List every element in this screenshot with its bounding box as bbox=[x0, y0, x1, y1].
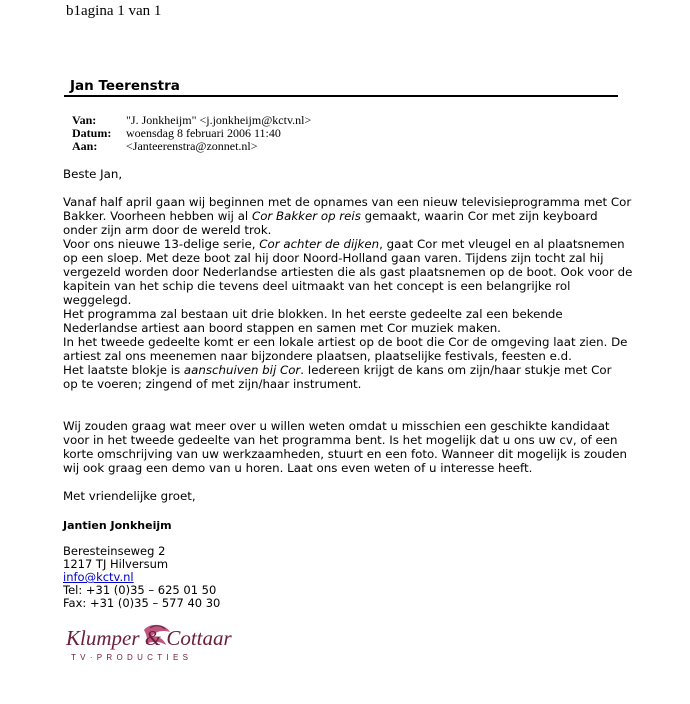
body-line: wij ook graag een demo van u horen. Laat ons even weten of u interesse heeft. bbox=[63, 461, 533, 475]
body-line: In het tweede gedeelte komt er een lokale artiest op de boot die Cor de omgeving laat zien. De bbox=[63, 335, 628, 349]
closing: Met vriendelijke groet, bbox=[63, 489, 196, 503]
body-line: Het programma zal bestaan uit drie blokken. In het eerste gedeelte zal een bekende bbox=[63, 307, 563, 321]
body-line: Wij zouden graag wat meer over u willen weten omdat u misschien een geschikte kandidaat bbox=[63, 419, 610, 433]
body-line: kapitein van het schip die tevens deel uitmaakt van het concept is een belangrijke rol bbox=[63, 279, 571, 293]
meta-to-value: <Janteerenstra@zonnet.nl> bbox=[126, 139, 258, 153]
body-text-segment: Bakker. Voorheen hebben wij al bbox=[63, 209, 252, 223]
body-line: weggelegd. bbox=[63, 293, 132, 307]
logo-wordmark: Klumper & Cottaar bbox=[66, 626, 232, 650]
body-line: voor in het tweede gedeelte van het programma bent. Is het mogelijk dat u ons uw cv, of een bbox=[63, 433, 618, 447]
fax-number: Fax: +31 (0)35 – 577 40 30 bbox=[63, 596, 221, 610]
email-link[interactable]: info@kctv.nl bbox=[63, 570, 134, 584]
meta-to-label: Aan: bbox=[72, 139, 98, 153]
signature-name: Jantien Jonkheijm bbox=[63, 519, 172, 532]
email-meta bbox=[72, 114, 311, 153]
body-paragraph bbox=[63, 195, 673, 391]
address-line-1: Beresteinseweg 2 bbox=[63, 544, 166, 558]
meta-date-value: woensdag 8 februari 2006 11:40 bbox=[126, 126, 281, 140]
program-title: Cor achter de dijken bbox=[259, 237, 380, 251]
body-line bbox=[63, 237, 673, 251]
meta-date-label: Datum: bbox=[72, 126, 112, 140]
company-logo bbox=[66, 624, 256, 670]
body-line: onder zijn arm door de wereld trok. bbox=[63, 223, 272, 237]
email-body bbox=[63, 167, 673, 503]
body-text-segment: Het laatste blokje is bbox=[63, 363, 184, 377]
body-line bbox=[63, 209, 673, 223]
page-header: b1agina 1 van 1 bbox=[66, 3, 162, 19]
address-line-2: 1217 TJ Hilversum bbox=[63, 557, 169, 571]
phone-number: Tel: +31 (0)35 – 625 01 50 bbox=[63, 583, 217, 597]
body-text-segment: , gaat Cor met vleugel en al plaatsnemen bbox=[379, 237, 625, 251]
meta-to-row bbox=[72, 140, 311, 153]
body-text-segment: gemaakt, waarin Cor met zijn keyboard bbox=[360, 209, 598, 223]
body-line bbox=[63, 363, 673, 377]
body-line: op een sloep. Met deze boot zal hij door Noord-Holland gaan varen. Tijdens zijn tocht zal hij bbox=[63, 251, 604, 265]
body-line: artiest zal ons meenemen naar bijzondere plaatsen, plaatselijke festivals, feesten e.d. bbox=[63, 349, 572, 363]
meta-from-value: "J. Jonkheijm" <j.jonkheijm@kctv.nl> bbox=[126, 113, 312, 127]
body-paragraph bbox=[63, 419, 673, 475]
program-title: Cor Bakker op reis bbox=[251, 209, 361, 223]
greeting: Beste Jan, bbox=[63, 167, 123, 181]
body-text-segment: Voor ons nieuwe 13-delige serie, bbox=[63, 237, 260, 251]
logo-subtitle: TV·PRODUCTIES bbox=[71, 653, 193, 662]
body-text-segment: . Iedereen krijgt de kans om zijn/haar stukje met Cor bbox=[300, 363, 612, 377]
body-line: korte omschrijving van uw werkzaamheden, stuurt en een foto. Wanneer dit mogelijk is zouden bbox=[63, 447, 627, 461]
body-line: vergezeld worden door Nederlandse artiesten die als gast plaatsnemen op de boot. Ook voor de bbox=[63, 265, 633, 279]
signature-contact bbox=[63, 545, 220, 610]
body-line: Nederlandse artiest aan boord stappen en samen met Cor muziek maken. bbox=[63, 321, 501, 335]
sender-name: Jan Teerenstra bbox=[70, 78, 180, 94]
body-line: Vanaf half april gaan wij beginnen met de opnames van een nieuw televisieprogramma met Cor bbox=[63, 195, 632, 209]
body-line: op te voeren; zingend of met zijn/haar instrument. bbox=[63, 377, 362, 391]
meta-from-label: Van: bbox=[72, 113, 97, 127]
header-divider bbox=[64, 95, 618, 97]
segment-title: aanschuiven bij Cor bbox=[183, 363, 301, 377]
